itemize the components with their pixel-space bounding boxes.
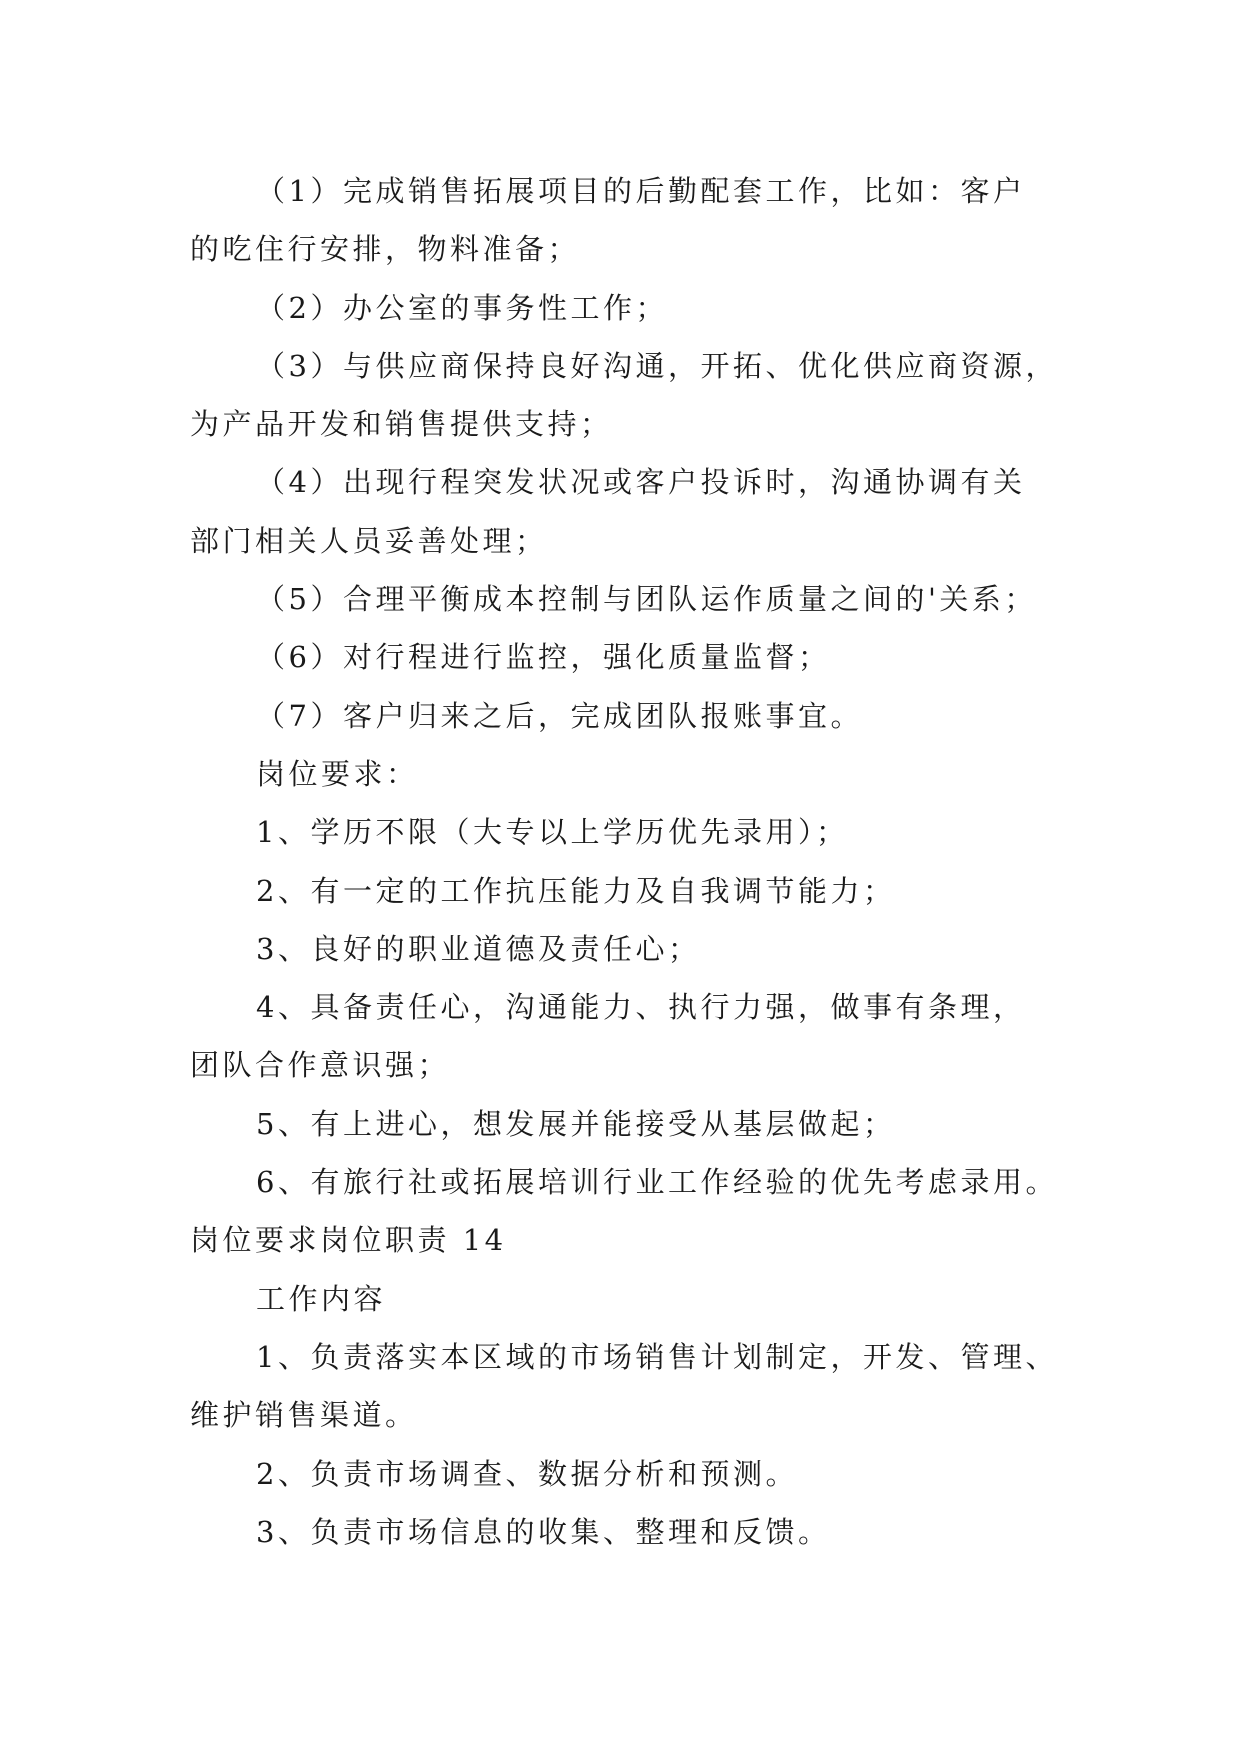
section-heading: 工作内容	[256, 1281, 387, 1316]
requirement-item: 4、具备责任心，沟通能力、执行力强，做事有条理，	[256, 990, 1026, 1025]
requirement-item: 2、有一定的工作抗压能力及自我调节能力；	[256, 873, 896, 908]
paragraph-line: （1）完成销售拓展项目的后勤配套工作，比如：客户	[256, 174, 1026, 208]
document-body	[190, 162, 1070, 1561]
duty-item-continued: 维护销售渠道。	[190, 1398, 418, 1433]
paragraph-line: 部门相关人员妥善处理；	[190, 523, 548, 558]
paragraph-line: （5）合理平衡成本控制与团队运作质量之间的'关系；	[256, 582, 1037, 617]
requirement-item: 6、有旅行社或拓展培训行业工作经验的优先考虑录用。	[256, 1165, 1058, 1200]
requirement-item: 5、有上进心，想发展并能接受从基层做起；	[256, 1106, 896, 1141]
paragraph-line: （3）与供应商保持良好沟通，开拓、优化供应商资源，	[256, 348, 1058, 383]
paragraph-line: （6）对行程进行监控，强化质量监督；	[256, 640, 831, 675]
paragraph-line: （7）客户归来之后，完成团队报账事宜。	[256, 698, 863, 733]
duty-item: 2、负责市场调查、数据分析和预测。	[256, 1456, 798, 1491]
duty-item: 1、负责落实本区域的市场销售计划制定，开发、管理、	[256, 1339, 1058, 1374]
requirement-item-continued: 团队合作意识强；	[190, 1048, 451, 1083]
paragraph-line: 为产品开发和销售提供支持；	[190, 407, 613, 442]
section-title: 岗位要求岗位职责 14	[190, 1223, 507, 1258]
requirement-item: 3、良好的职业道德及责任心；	[256, 931, 701, 966]
paragraph-line: （4）出现行程突发状况或客户投诉时，沟通协调有关	[256, 465, 1026, 500]
paragraph-line: （2）办公室的事务性工作；	[256, 290, 668, 325]
duty-item: 3、负责市场信息的收集、整理和反馈。	[256, 1514, 831, 1549]
section-heading: 岗位要求：	[256, 756, 419, 791]
paragraph-line: 的吃住行安排，物料准备；	[190, 232, 581, 267]
requirement-item: 1、学历不限（大专以上学历优先录用）；	[256, 815, 849, 850]
